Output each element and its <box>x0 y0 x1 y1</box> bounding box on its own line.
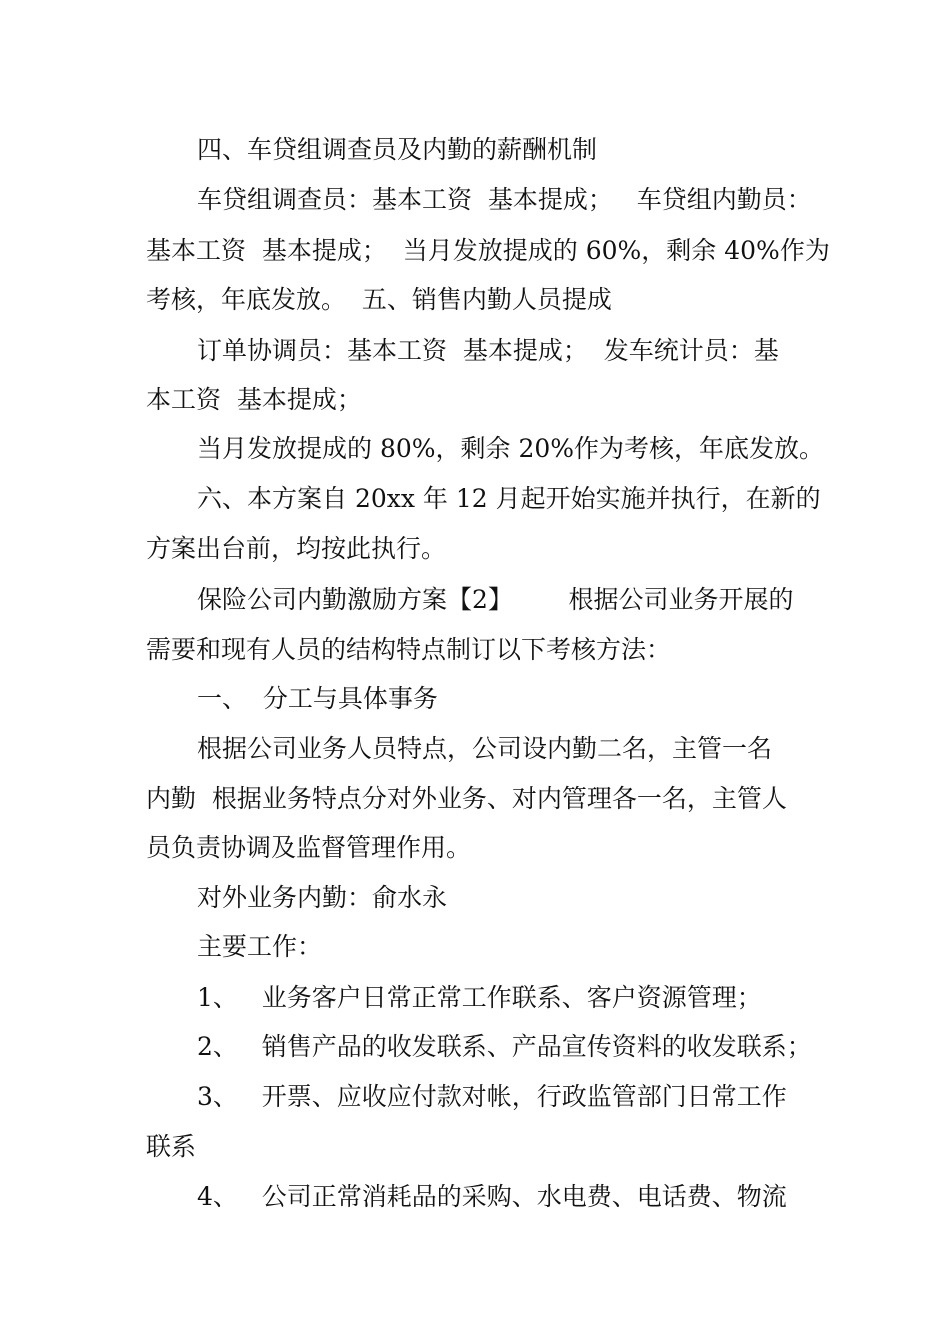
text-line: 六、本方案自 20xx 年 12 月起开始实施并执行，在新的 <box>197 484 821 513</box>
text-line: 主要工作： <box>197 932 323 961</box>
text-line: 一、 分工与具体事务 <box>197 684 438 713</box>
text-line: 内勤 根据业务特点分对外业务、对内管理各一名，主管人 <box>146 784 787 813</box>
text-line: 需要和现有人员的结构特点制订以下考核方法： <box>146 635 672 664</box>
text-line: 订单协调员：基本工资 基本提成； 发车统计员：基 <box>197 336 779 365</box>
text-line: 方案出台前，均按此执行。 <box>146 534 447 563</box>
text-line: 对外业务内勤：俞水永 <box>197 883 448 912</box>
text-line: 联系 <box>146 1132 197 1161</box>
text-line: 员负责协调及监督管理作用。 <box>146 833 472 862</box>
text-line: 1、 业务客户日常正常工作联系、客户资源管理； <box>197 983 762 1012</box>
text-line: 2、 销售产品的收发联系、产品宣传资料的收发联系； <box>197 1032 812 1061</box>
text-line: 当月发放提成的 80%，剩余 20%作为考核，年底发放。 <box>197 434 825 463</box>
text-line: 基本工资 基本提成； 当月发放提成的 60%，剩余 40%作为 <box>146 236 830 265</box>
text-line: 考核，年底发放。 五、销售内勤人员提成 <box>146 285 612 314</box>
text-line: 四、车贷组调查员及内勤的薪酬机制 <box>197 135 598 164</box>
text-line: 4、 公司正常消耗品的采购、水电费、电话费、物流 <box>197 1182 787 1211</box>
text-line: 根据公司业务人员特点，公司设内勤二名，主管一名 <box>197 734 773 763</box>
text-line: 保险公司内勤激励方案【2】 根据公司业务开展的 <box>197 585 794 614</box>
text-line: 车贷组调查员：基本工资 基本提成； 车贷组内勤员： <box>197 185 812 214</box>
text-line: 3、 开票、应收应付款对帐，行政监管部门日常工作 <box>197 1082 787 1111</box>
text-line: 本工资 基本提成； <box>146 385 362 414</box>
